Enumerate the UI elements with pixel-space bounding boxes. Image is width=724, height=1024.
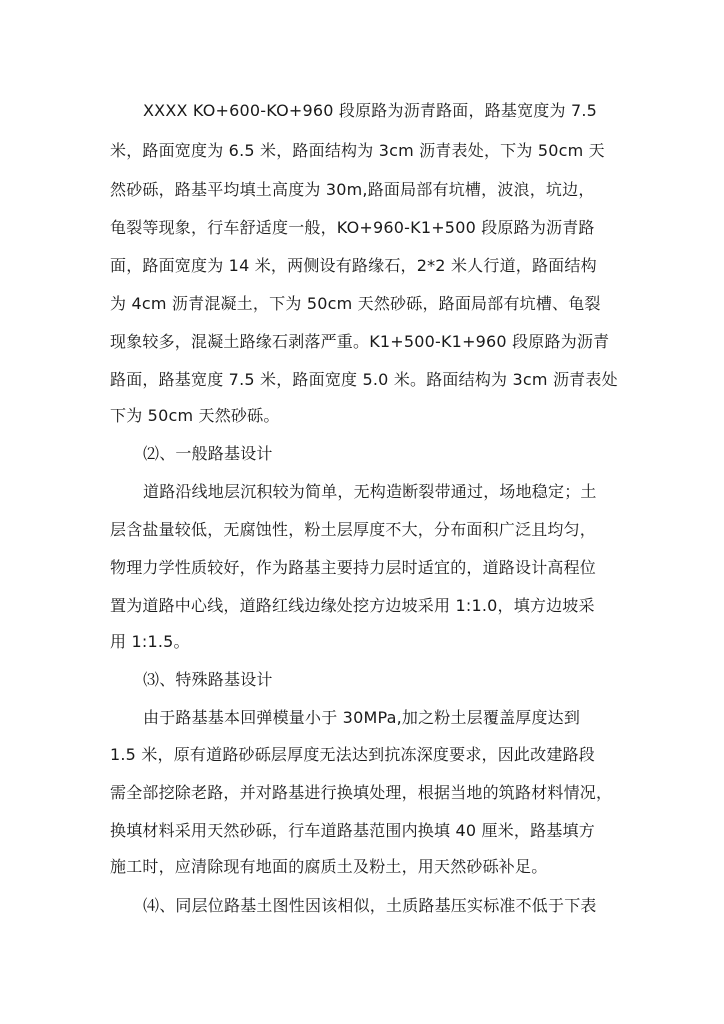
paragraph-2-line-3: 物理力学性质较好，作为路基主要持力层时适宜的，道路设计高程位 — [110, 558, 597, 577]
paragraph-3-line-1: 由于路基基本回弹模量小于 30MPa,加之粉土层覆盖厚度达到 — [143, 708, 581, 727]
paragraph-2-line-1: 道路沿线地层沉积较为简单，无构造断裂带通过，场地稳定；土 — [143, 482, 597, 501]
section-heading-4: ⑷、同层位路基土图性因该相似，土质路基压实标准不低于下表 — [143, 896, 597, 915]
paragraph-1-line-2: 米，路面宽度为 6.5 米，路面结构为 3cm 沥青表处，下为 50cm 天 — [110, 141, 605, 160]
paragraph-1-line-1: XXXX KO+600-KO+960 段原路为沥青路面，路基宽度为 7.5 — [143, 101, 598, 120]
paragraph-1-line-6: 为 4cm 沥青混凝土，下为 50cm 天然砂砾，路面局部有坑槽、龟裂 — [110, 294, 601, 313]
paragraph-1-line-4: 龟裂等现象，行车舒适度一般，KO+960-K1+500 段原路为沥青路 — [110, 218, 595, 237]
paragraph-3-line-3: 需全部挖除老路，并对路基进行换填处理，根据当地的筑路材料情况， — [110, 783, 613, 802]
section-heading-2: ⑵、一般路基设计 — [143, 444, 273, 463]
paragraph-1-line-9: 下为 50cm 天然砂砾。 — [110, 406, 280, 425]
paragraph-2-line-5: 用 1:1.5。 — [110, 632, 190, 651]
paragraph-3-line-4: 换填材料采用天然砂砾，行车道路基范围内换填 40 厘米，路基填方 — [110, 821, 595, 840]
paragraph-1-line-3: 然砂砾，路基平均填土高度为 30m,路面局部有坑槽，波浪，坑边， — [110, 180, 595, 199]
paragraph-2-line-4: 置为道路中心线，道路红线边缘处挖方边坡采用 1:1.0，填方边坡采 — [110, 596, 595, 615]
paragraph-1-line-8: 路面，路基宽度 7.5 米，路面宽度 5.0 米。路面结构为 3cm 沥青表处 — [110, 370, 618, 389]
paragraph-3-line-2: 1.5 米，原有道路砂砾层厚度无法达到抗冻深度要求，因此改建路段 — [110, 745, 595, 764]
paragraph-3-line-5: 施工时，应清除现有地面的腐质土及粉土，用天然砂砾补足。 — [110, 857, 548, 876]
paragraph-2-line-2: 层含盐量较低，无腐蚀性，粉土层厚度不大，分布面积广泛且均匀， — [110, 520, 597, 539]
paragraph-1-line-5: 面，路面宽度为 14 米，两侧设有路缘石，2*2 米人行道，路面结构 — [110, 256, 597, 275]
paragraph-1-line-7: 现象较多，混凝土路缘石剥落严重。K1+500-K1+960 段原路为沥青 — [110, 332, 610, 351]
section-heading-3: ⑶、特殊路基设计 — [143, 670, 273, 689]
